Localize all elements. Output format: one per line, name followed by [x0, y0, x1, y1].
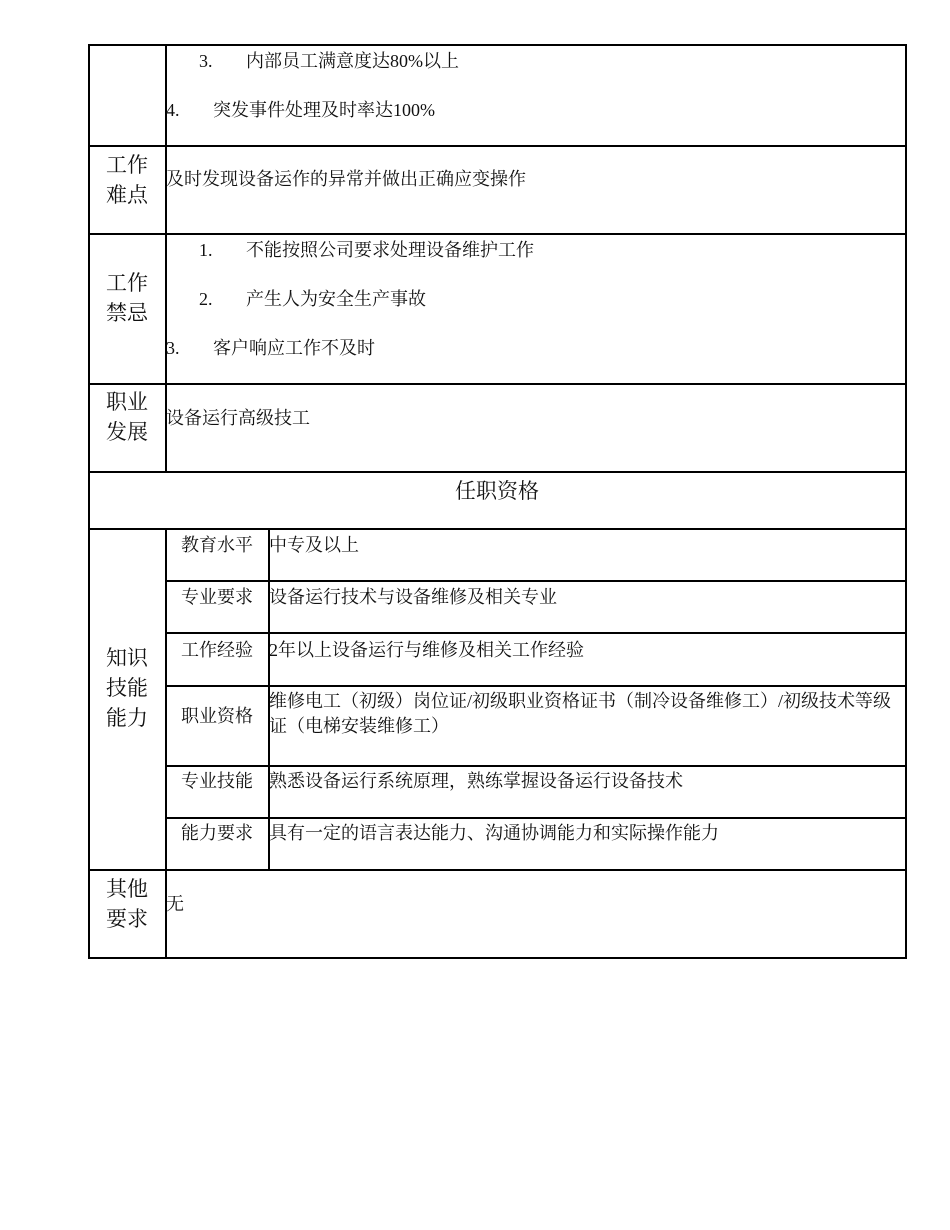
- goal-item-number: 3.: [199, 51, 213, 71]
- qualification-label: 教育水平: [181, 535, 253, 555]
- difficulty-text: 及时发现设备运作的异常并做出正确应变操作: [166, 169, 526, 189]
- goal-item-text: 突发事件处理及时率达100%: [213, 100, 435, 120]
- row-divider: [166, 632, 907, 634]
- qualification-value: 熟悉设备运行系统原理，熟练掌握设备运行设备技术: [269, 771, 683, 791]
- table-border-top: [88, 44, 907, 46]
- taboo-label: 工作 禁忌: [106, 271, 148, 325]
- taboo-item-text: 客户响应工作不及时: [213, 338, 375, 358]
- taboo-item-number: 2.: [199, 289, 213, 309]
- row-divider: [166, 685, 907, 687]
- other-text: 无: [166, 894, 184, 914]
- row-divider: [88, 383, 907, 385]
- taboo-item-number: 3.: [166, 338, 180, 358]
- career-label: 职业 发展: [106, 390, 148, 444]
- qualifications-group-label: 知识 技能 能力: [106, 646, 148, 730]
- row-divider: [88, 233, 907, 235]
- goal-item-number: 4.: [166, 100, 180, 120]
- taboo-item-number: 1.: [199, 240, 213, 260]
- qualification-label: 能力要求: [181, 823, 253, 843]
- qualification-value: 中专及以上: [269, 535, 359, 555]
- difficulty-label: 工作 难点: [106, 153, 148, 207]
- qualification-value: 2年以上设备运行与维修及相关工作经验: [269, 640, 584, 660]
- qualification-label: 专业技能: [181, 771, 253, 791]
- qualification-label: 职业资格: [181, 706, 253, 726]
- taboo-item-text: 不能按照公司要求处理设备维护工作: [246, 240, 534, 260]
- row-divider: [166, 765, 907, 767]
- qualification-value: 维修电工（初级）岗位证/初级职业资格证书（制冷设备维修工）/初级技术等级证（电梯安装维修工）: [269, 691, 891, 736]
- qualification-label: 工作经验: [181, 640, 253, 660]
- goal-item-text: 内部员工满意度达80%以上: [246, 51, 459, 71]
- row-divider: [88, 145, 907, 147]
- taboo-item-text: 产生人为安全生产事故: [246, 289, 426, 309]
- career-text: 设备运行高级技工: [166, 408, 310, 428]
- row-divider: [166, 817, 907, 819]
- row-divider: [88, 471, 907, 473]
- other-label: 其他 要求: [106, 877, 148, 931]
- row-divider: [88, 869, 907, 871]
- qualification-value: 设备运行技术与设备维修及相关专业: [269, 587, 557, 607]
- qualification-label: 专业要求: [181, 587, 253, 607]
- row-divider: [166, 580, 907, 582]
- qualifications-heading: 任职资格: [455, 479, 539, 503]
- table-border-bottom: [88, 957, 907, 959]
- qualification-value: 具有一定的语言表达能力、沟通协调能力和实际操作能力: [269, 823, 719, 843]
- row-divider: [88, 528, 907, 530]
